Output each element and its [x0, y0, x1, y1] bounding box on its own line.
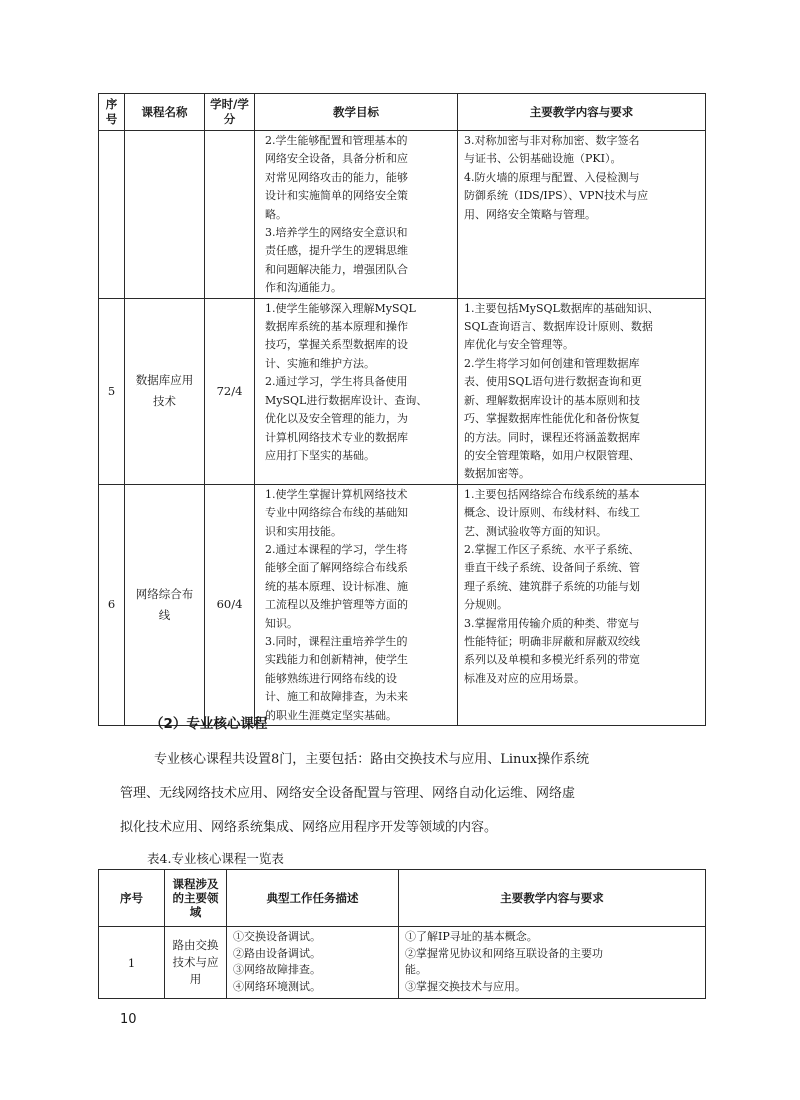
section-paragraph — [120, 743, 710, 845]
goal-line: 能够熟练进行网络布线的设 — [265, 671, 397, 685]
goal-line: 识和实用技能。 — [265, 524, 342, 538]
goal-line: 知识。 — [265, 616, 298, 630]
goal-line: 作和沟通能力。 — [265, 281, 342, 295]
row-seq: 6 — [99, 484, 125, 725]
content-line: 的方法。同时，课程还将涵盖数据库 — [464, 430, 640, 444]
row-content — [458, 131, 706, 299]
goal-line: 的职业生涯奠定坚实基础。 — [265, 708, 397, 722]
content-line: 能。 — [405, 963, 427, 976]
core-course-table — [98, 869, 706, 999]
content-line: 防御系统（IDS/IPS）、VPN技术与应 — [464, 189, 649, 203]
goal-line: 计算机网络技术专业的数据库 — [265, 430, 408, 444]
header-course-name: 课程名称 — [125, 94, 205, 131]
goal-line: 责任感，提升学生的逻辑思维 — [265, 244, 408, 258]
page-number: 10 — [120, 1012, 137, 1027]
content-line: 用、网络安全策略与管理。 — [464, 207, 596, 221]
row-course-name — [125, 131, 205, 299]
goal-line: 网络安全设备，具备分析和应 — [265, 152, 408, 166]
content-line: SQL查询语言、数据库设计原则、数据 — [464, 320, 653, 334]
row-content — [458, 298, 706, 484]
content-line: 理子系统、建筑群子系统的功能与划 — [464, 579, 640, 593]
content-line: ②掌握常见协议和网络互联设备的主要功 — [405, 946, 603, 960]
goal-line: 1.使学生能够深入理解MySQL — [265, 301, 416, 315]
header-domain: 课程涉及的主要领域 — [165, 870, 227, 927]
content-line: 数据加密等。 — [464, 467, 530, 481]
goal-line: 计、施工和故障排查，为未来 — [265, 690, 408, 704]
paragraph-line: 专业核心课程共设置8门，主要包括：路由交换技术与应用、Linux操作系统 — [154, 752, 590, 767]
goal-line: 数据库系统的基本原理和操作 — [265, 320, 408, 334]
content-line: 系列以及单模和多模光纤系列的带宽 — [464, 653, 640, 667]
header-seq: 序号 — [99, 870, 165, 927]
content-line: 标准及对应的应用场景。 — [464, 671, 585, 685]
paragraph-line: 拟化技术应用、网络系统集成、网络应用程序开发等领域的内容。 — [120, 820, 498, 835]
content-line: 性能特征；明确非屏蔽和屏蔽双绞线 — [464, 634, 640, 648]
goal-line: 对常见网络攻击的能力，能够 — [265, 170, 408, 184]
content-line: 的安全管理策略，如用户权限管理、 — [464, 448, 640, 462]
content-line: 艺、测试验收等方面的知识。 — [464, 524, 607, 538]
header-teaching-goals: 教学目标 — [255, 94, 458, 131]
goal-line: 技巧，掌握关系型数据库的设 — [265, 338, 408, 352]
content-line: 1.主要包括网络综合布线系统的基本 — [464, 487, 640, 501]
header-seq: 序号 — [99, 94, 125, 131]
content-line: 与证书、公钥基础设施（PKI）。 — [464, 152, 622, 166]
content-line: ①了解IP寻址的基本概念。 — [405, 930, 538, 943]
content-line: 2.掌握工作区子系统、水平子系统、 — [464, 542, 640, 556]
goal-line: 略。 — [265, 207, 287, 221]
row-domain: 路由交换技术与应用 — [165, 927, 227, 999]
content-line: ③掌握交换技术与应用。 — [405, 979, 526, 993]
goal-line: 专业中网络综合布线的基础知 — [265, 506, 408, 520]
goal-line: 统的基本原理、设计标准、施 — [265, 579, 408, 593]
row-hours: 60/4 — [205, 484, 255, 725]
row-hours — [205, 131, 255, 299]
content-line: 新、理解数据库设计的基本原则和技 — [464, 393, 640, 407]
row-course-name: 数据库应用技术 — [125, 298, 205, 484]
goal-line: 2.通过本课程的学习，学生将 — [265, 542, 408, 556]
header-hours-credits: 学时/学分 — [205, 94, 255, 131]
goal-line: 应用打下坚实的基础。 — [265, 448, 375, 462]
header-main-content: 主要教学内容与要求 — [458, 94, 706, 131]
goal-line: 能够全面了解网络综合布线系 — [265, 561, 408, 575]
row-seq: 5 — [99, 298, 125, 484]
goal-line: 3.同时，课程注重培养学生的 — [265, 634, 408, 648]
course-table — [98, 93, 706, 726]
task-line: ③网络故障排查。 — [233, 963, 321, 976]
section-heading: （2）专业核心课程 — [150, 716, 268, 732]
content-line: 概念、设计原则、布线材料、布线工 — [464, 506, 640, 520]
goal-line: 2.通过学习，学生将具备使用 — [265, 375, 408, 389]
goal-line: 设计和实施简单的网络安全策 — [265, 189, 408, 203]
goal-line: 实践能力和创新精神，使学生 — [265, 653, 408, 667]
content-line: 垂直干线子系统、设备间子系统、管 — [464, 561, 640, 575]
goal-line: 工流程以及维护管理等方面的 — [265, 598, 408, 612]
row-content — [399, 927, 706, 999]
row-goals — [255, 298, 458, 484]
task-line: ④网络环境测试。 — [233, 979, 321, 993]
goal-line: 2.学生能够配置和管理基本的 — [265, 134, 408, 147]
table-header-row — [99, 870, 706, 927]
content-line: 1.主要包括MySQL数据库的基础知识、 — [464, 301, 659, 315]
header-typical-tasks: 典型工作任务描述 — [227, 870, 399, 927]
content-line: 3.对称加密与非对称加密、数字签名 — [464, 134, 640, 147]
paragraph-line: 管理、无线网络技术应用、网络安全设备配置与管理、网络自动化运维、网络虚 — [120, 786, 576, 801]
goal-line: 3.培养学生的网络安全意识和 — [265, 226, 408, 240]
content-line: 3.掌握常用传输介质的种类、带宽与 — [464, 616, 640, 630]
goal-line: 和问题解决能力，增强团队合 — [265, 262, 408, 276]
row-content — [458, 484, 706, 725]
table-caption: 表4.专业核心课程一览表 — [147, 851, 284, 866]
row-tasks — [227, 927, 399, 999]
content-line: 分规则。 — [464, 598, 508, 612]
goal-line: 计、实施和维护方法。 — [265, 356, 375, 370]
row-seq: 1 — [99, 927, 165, 999]
row-goals — [255, 484, 458, 725]
header-main-content: 主要教学内容与要求 — [399, 870, 706, 927]
content-line: 表、使用SQL语句进行数据查询和更 — [464, 375, 642, 389]
row-hours: 72/4 — [205, 298, 255, 484]
task-line: ①交换设备调试。 — [233, 930, 321, 943]
task-line: ②路由设备调试。 — [233, 946, 321, 960]
content-line: 巧、掌握数据库性能优化和备份恢复 — [464, 412, 640, 426]
goal-line: 1.使学生掌握计算机网络技术 — [265, 487, 408, 501]
row-course-name: 网络综合布线 — [125, 484, 205, 725]
table-row — [99, 131, 706, 299]
table-row — [99, 298, 706, 484]
content-line: 2.学生将学习如何创建和管理数据库 — [464, 356, 640, 370]
table-header-row — [99, 94, 706, 131]
row-seq — [99, 131, 125, 299]
row-goals — [255, 131, 458, 299]
goal-line: MySQL进行数据库设计、查询、 — [265, 393, 428, 407]
table-row — [99, 927, 706, 999]
content-line: 库优化与安全管理等。 — [464, 338, 574, 352]
content-line: 4.防火墙的原理与配置、入侵检测与 — [464, 170, 640, 184]
table-row — [99, 484, 706, 725]
goal-line: 优化以及安全管理的能力，为 — [265, 412, 408, 426]
